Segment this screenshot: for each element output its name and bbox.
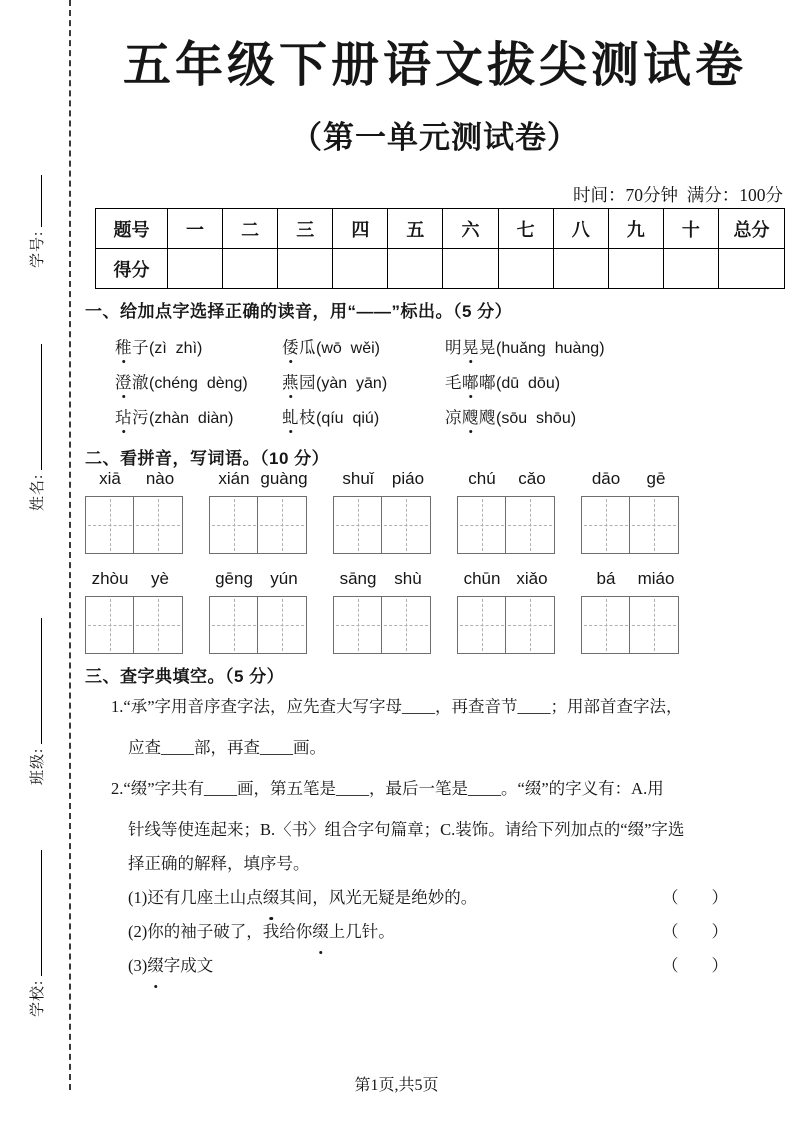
- pinyin-syllable: yè: [151, 569, 169, 588]
- score-table-header-row: [96, 209, 785, 249]
- reading-choice-item: [115, 404, 282, 439]
- score-cell-empty: [719, 249, 785, 289]
- pinyin-word-group: [209, 569, 309, 654]
- writing-cells: [457, 596, 557, 654]
- pinyin-labels: [457, 569, 557, 591]
- sentence-suffix: 上几针。: [328, 922, 395, 941]
- student-field-blank-line: [28, 344, 42, 470]
- score-cell-empty: [168, 249, 223, 289]
- writing-cells: [333, 596, 433, 654]
- pinyin-syllable: zhòu: [91, 569, 129, 588]
- page-subtitle: （第一单元测试卷）: [291, 120, 579, 155]
- score-table-score-row: [96, 249, 785, 289]
- pinyin-options: (qíu qiú): [316, 410, 380, 427]
- student-info-field: [26, 850, 47, 1017]
- writing-cell: [333, 496, 383, 554]
- word-prefix: 凉: [445, 408, 462, 427]
- sentence-prefix: (3): [128, 956, 148, 975]
- word-suffix: 澈: [132, 373, 149, 392]
- writing-cells: [581, 596, 681, 654]
- score-table-header-cell: 七: [498, 209, 553, 249]
- dotted-character: 倭: [282, 334, 299, 358]
- pinyin-labels: [457, 469, 557, 491]
- writing-cell: [257, 596, 307, 654]
- pinyin-word-group: [333, 469, 433, 554]
- pinyin-syllable: chú: [468, 469, 496, 488]
- writing-cell: [333, 596, 383, 654]
- sentence-suffix: 其间，风光无疑是绝妙的。: [279, 888, 478, 907]
- score-cell-empty: [388, 249, 443, 289]
- dotted-character: 缀: [312, 915, 329, 949]
- word-suffix: 瓜: [299, 338, 316, 357]
- pinyin-labels: [333, 469, 433, 491]
- pinyin-syllable: sāng: [339, 569, 377, 588]
- student-field-label: 学号:: [30, 230, 46, 268]
- writing-cells: [209, 596, 309, 654]
- student-field-label: 班级:: [30, 747, 46, 785]
- question-word: [445, 408, 496, 427]
- question-line: 2.“缀”字共有____画，第五笔是____，最后一笔是____。“缀”的字义有：A.用: [111, 779, 664, 798]
- seal-dashed-line: [69, 0, 71, 1090]
- dotted-character: 燕: [282, 369, 299, 393]
- word-prefix: 毛: [445, 373, 462, 392]
- writing-cell: [209, 596, 259, 654]
- question-word: [115, 373, 149, 392]
- answer-bracket: （ ）: [662, 922, 728, 941]
- pinyin-labels: [85, 469, 185, 491]
- writing-cells: [581, 496, 681, 554]
- score-table-header-cell: 总分: [719, 209, 785, 249]
- question-line: [128, 915, 728, 949]
- section1-items: [115, 334, 775, 439]
- question-word: [115, 338, 149, 357]
- student-field-blank-line: [28, 850, 42, 976]
- page-title: 五年级下册语文拔尖测试卷: [122, 39, 747, 92]
- pinyin-syllable: shù: [394, 569, 422, 588]
- page-footer: 第1页,共5页: [354, 1077, 439, 1094]
- section1-heading: 一、给加点字选择正确的读音，用“——”标出。（5 分）: [85, 302, 513, 321]
- pinyin-labels: [209, 469, 309, 491]
- writing-cell: [85, 596, 135, 654]
- dotted-character: 澄: [115, 369, 132, 393]
- score-cell-empty: [443, 249, 498, 289]
- score-table: [95, 208, 785, 289]
- answer-bracket: （ ）: [662, 956, 728, 975]
- writing-cell: [505, 496, 555, 554]
- question-word: [282, 338, 316, 357]
- pinyin-word-group: [85, 569, 185, 654]
- score-cell-empty: [608, 249, 663, 289]
- writing-cell: [629, 496, 679, 554]
- score-table-header-cell: 二: [223, 209, 278, 249]
- student-info-field: [26, 344, 47, 511]
- score-row-label: 得分: [96, 249, 168, 289]
- pinyin-word-group: [581, 469, 681, 554]
- pinyin-word-group: [581, 569, 681, 654]
- pinyin-syllable: xiǎo: [516, 569, 548, 588]
- writing-cell: [257, 496, 307, 554]
- dotted-character: 嘟: [462, 369, 479, 393]
- question-line: 1.“承”字用音序查字法，应先查大写字母____，再查音节____；用部首查字法，: [111, 697, 683, 716]
- writing-cells: [457, 496, 557, 554]
- score-table-body: [96, 209, 785, 289]
- pinyin-syllable: chūn: [463, 569, 501, 588]
- pinyin-options: (huǎng huàng): [496, 340, 605, 357]
- question-word: [445, 373, 496, 392]
- reading-choice-item: [282, 334, 445, 369]
- question-line: 应查____部，再查____画。: [128, 738, 326, 757]
- question-line: [128, 949, 728, 983]
- writing-cells: [85, 596, 185, 654]
- pinyin-word-group: [85, 469, 185, 554]
- word-suffix: 子: [132, 338, 149, 357]
- score-cell-empty: [553, 249, 608, 289]
- pinyin-syllable: bá: [596, 569, 616, 588]
- pinyin-syllable: shuǐ: [342, 469, 374, 488]
- pinyin-options: (zì zhì): [149, 340, 203, 357]
- pinyin-labels: [85, 569, 185, 591]
- reading-choice-item: [445, 334, 775, 369]
- writing-cell: [581, 496, 631, 554]
- pinyin-syllable: miáo: [637, 569, 675, 588]
- sentence-prefix: (2)你的袖子破了，我给你: [128, 922, 313, 941]
- writing-cell: [133, 596, 183, 654]
- pinyin-syllable: dāo: [591, 469, 621, 488]
- pinyin-options: (dū dōu): [496, 375, 561, 392]
- pinyin-options: (sōu shōu): [496, 410, 577, 427]
- word-prefix: 明: [445, 338, 462, 357]
- score-cell-empty: [223, 249, 278, 289]
- score-table-header-cell: 四: [333, 209, 388, 249]
- section2-heading: 二、看拼音，写词语。（10 分）: [85, 449, 330, 468]
- word-suffix: 污: [132, 408, 149, 427]
- pinyin-word-group: [457, 469, 557, 554]
- score-cell-empty: [333, 249, 388, 289]
- question-word: [282, 373, 316, 392]
- pinyin-word-group: [457, 569, 557, 654]
- writing-cells: [333, 496, 433, 554]
- pinyin-syllable: yún: [270, 569, 298, 588]
- pinyin-syllable: guàng: [260, 469, 308, 488]
- writing-cell: [381, 596, 431, 654]
- pinyin-syllable: xiā: [99, 469, 121, 488]
- writing-cell: [381, 496, 431, 554]
- pinyin-options: (yàn yān): [316, 375, 388, 392]
- pinyin-writing-row-2: [85, 569, 681, 654]
- sentence-prefix: (1)还有几座土山点: [128, 888, 263, 907]
- dotted-character: 晃: [462, 334, 479, 358]
- writing-cell: [85, 496, 135, 554]
- dotted-character: 稚: [115, 334, 132, 358]
- score-table-header-cell: 十: [663, 209, 718, 249]
- dotted-character: 玷: [115, 404, 132, 428]
- writing-cells: [85, 496, 185, 554]
- pinyin-labels: [581, 469, 681, 491]
- score-table-header-cell: 八: [553, 209, 608, 249]
- pinyin-options: (wō wěi): [316, 340, 381, 357]
- score-table-corner-cell: 题号: [96, 209, 168, 249]
- writing-cell: [133, 496, 183, 554]
- writing-cell: [457, 496, 507, 554]
- time-score-info: 时间：70分钟 满分：100分: [573, 185, 783, 205]
- question-word: [282, 408, 316, 427]
- pinyin-syllable: gēng: [215, 569, 253, 588]
- writing-cells: [209, 496, 309, 554]
- word-suffix: 飕: [479, 408, 496, 427]
- reading-choice-item: [445, 404, 775, 439]
- student-field-blank-line: [28, 175, 42, 227]
- pinyin-labels: [581, 569, 681, 591]
- reading-choice-item: [445, 369, 775, 404]
- pinyin-options: (zhàn diàn): [149, 410, 234, 427]
- score-cell-empty: [498, 249, 553, 289]
- question-line: 针线等使连起来；B.〈书〉组合字句篇章；C.装饰。请给下列加点的“缀”字选: [128, 820, 685, 839]
- pinyin-syllable: nào: [145, 469, 175, 488]
- word-suffix: 园: [299, 373, 316, 392]
- score-table-header-cell: 一: [168, 209, 223, 249]
- dotted-character: 缀: [147, 949, 164, 983]
- pinyin-syllable: xián: [218, 469, 250, 488]
- pinyin-writing-row-1: [85, 469, 681, 554]
- dotted-character: 虬: [282, 404, 299, 428]
- pinyin-options: (chéng dèng): [149, 375, 248, 392]
- reading-choice-item: [282, 404, 445, 439]
- word-suffix: 晃: [479, 338, 496, 357]
- question-line: [128, 881, 728, 915]
- writing-cell: [629, 596, 679, 654]
- student-field-blank-line: [28, 618, 42, 744]
- section3-heading: 三、查字典填空。（5 分）: [85, 667, 285, 686]
- student-info-field: [26, 175, 47, 268]
- student-field-label: 姓名:: [30, 473, 46, 511]
- score-cell-empty: [663, 249, 718, 289]
- writing-cell: [505, 596, 555, 654]
- pinyin-word-group: [209, 469, 309, 554]
- pinyin-syllable: gē: [646, 469, 666, 488]
- student-field-label: 学校:: [30, 979, 46, 1017]
- answer-bracket: （ ）: [662, 888, 728, 907]
- section3-questions: [85, 690, 765, 983]
- reading-choice-item: [282, 369, 445, 404]
- score-table-header-cell: 五: [388, 209, 443, 249]
- question-line: 择正确的解释，填序号。: [128, 854, 310, 873]
- pinyin-syllable: piáo: [391, 469, 425, 488]
- pinyin-labels: [209, 569, 309, 591]
- reading-choice-item: [115, 369, 282, 404]
- writing-cell: [209, 496, 259, 554]
- pinyin-syllable: cǎo: [518, 469, 546, 488]
- writing-cell: [581, 596, 631, 654]
- score-table-header-cell: 九: [608, 209, 663, 249]
- student-info-field: [26, 618, 47, 785]
- question-word: [115, 408, 149, 427]
- sentence-suffix: 字成文: [163, 956, 214, 975]
- pinyin-word-group: [333, 569, 433, 654]
- score-table-header-cell: 三: [278, 209, 333, 249]
- dotted-character: 飕: [462, 404, 479, 428]
- reading-choice-item: [115, 334, 282, 369]
- writing-cell: [457, 596, 507, 654]
- pinyin-labels: [333, 569, 433, 591]
- score-table-header-cell: 六: [443, 209, 498, 249]
- question-word: [445, 338, 496, 357]
- word-suffix: 嘟: [479, 373, 496, 392]
- word-suffix: 枝: [299, 408, 316, 427]
- score-cell-empty: [278, 249, 333, 289]
- dotted-character: 缀: [263, 881, 280, 915]
